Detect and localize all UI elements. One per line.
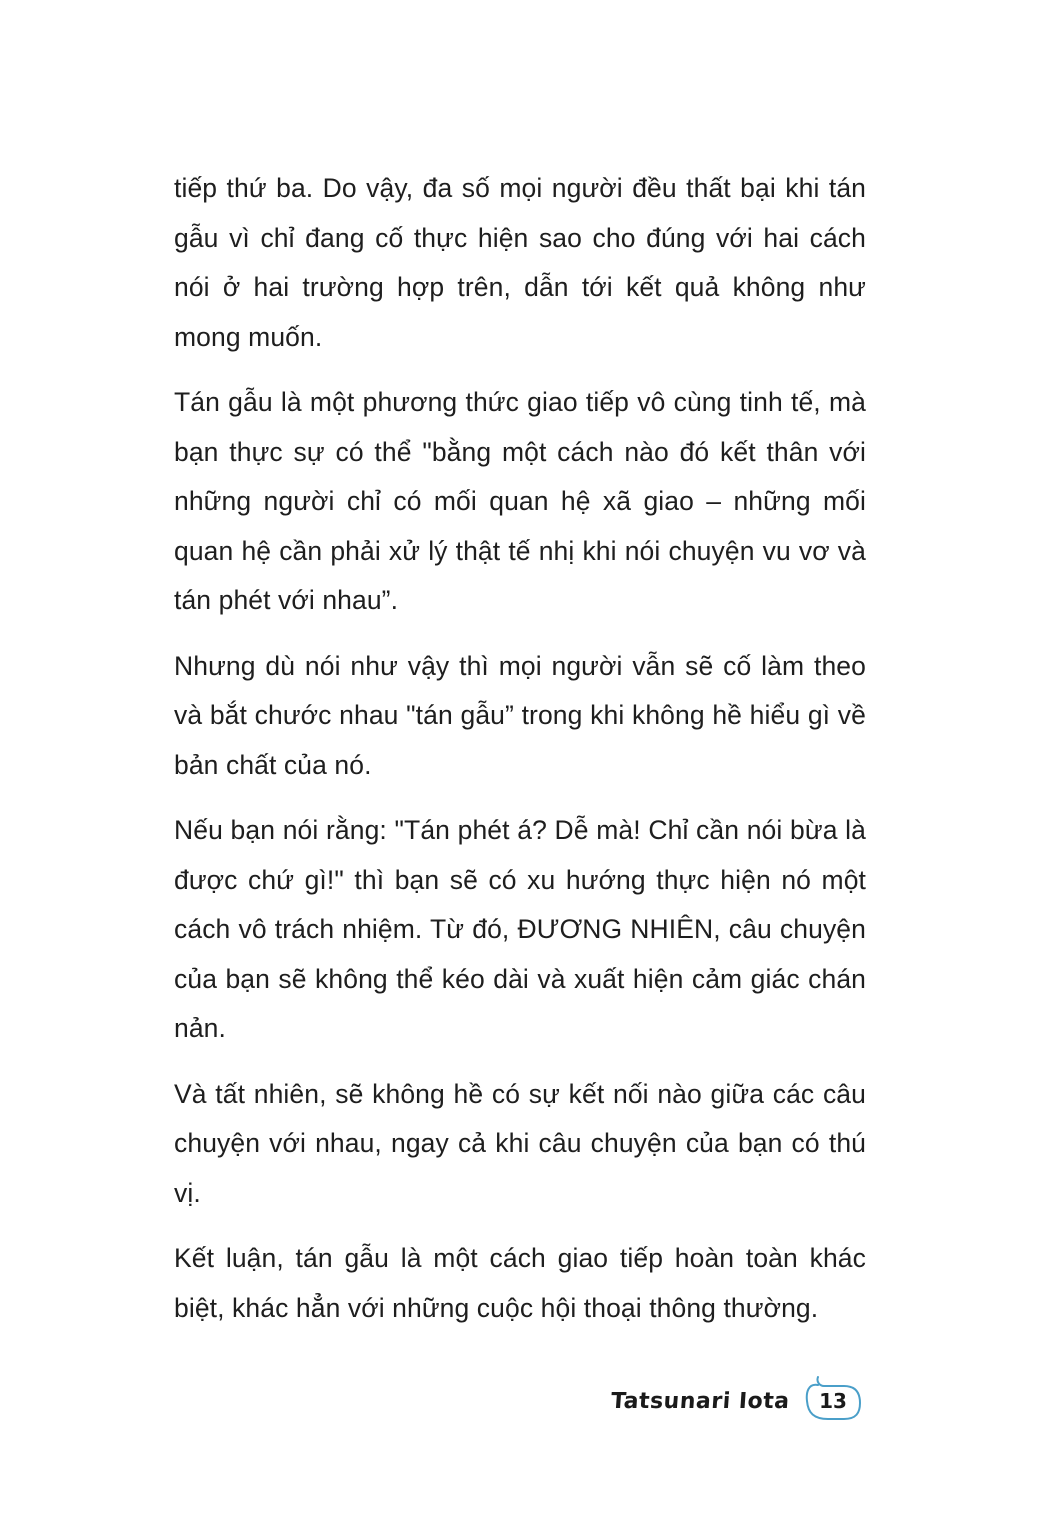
paragraph-5: Và tất nhiên, sẽ không hề có sự kết nối nào giữa các câu chuyện với nhau, ngay cả khi câu chuyện của bạn có thú vị.	[174, 1078, 866, 1208]
page-number: 13	[819, 1389, 847, 1413]
page-footer	[611, 1376, 862, 1426]
page-number-badge	[804, 1381, 862, 1421]
author-name: Tatsunari Iota	[610, 1388, 791, 1414]
paragraph-3: Nhưng dù nói như vậy thì mọi người vẫn sẽ cố làm theo và bắt chước nhau "tán gẫu” trong khi không hề hiểu gì về bản chất của nó.	[174, 650, 866, 780]
paragraph-6: Kết luận, tán gẫu là một cách giao tiếp hoàn toàn khác biệt, khác hẳn với những cuộc hội thoại thông thường.	[174, 1243, 866, 1323]
paragraph-1: tiếp thứ ba. Do vậy, đa số mọi người đều thất bại khi tán gẫu vì chỉ đang cố thực hiện sao cho đúng với hai cách nói ở hai trường hợp trên, dẫn tới kết quả không như mong muốn.	[174, 173, 866, 352]
paragraph-2: Tán gẫu là một phương thức giao tiếp vô cùng tinh tế, mà bạn thực sự có thể "bằng một cách nào đó kết thân với những người chỉ có mối quan hệ xã giao – những mối quan hệ cần phải xử lý thật tế nhị khi nói chuyện vu vơ và tán phét với nhau”.	[174, 387, 866, 615]
body-text	[174, 164, 866, 1349]
paragraph-4: Nếu bạn nói rằng: "Tán phét á? Dễ mà! Chỉ cần nói bừa là được chứ gì!" thì bạn sẽ có xu hướng thực hiện nó một cách vô trách nhiệm. Từ đó, ĐƯƠNG NHIÊN, câu chuyện của bạn sẽ không thể kéo dài và xuất hiện cảm giác chán nản.	[174, 815, 866, 1043]
